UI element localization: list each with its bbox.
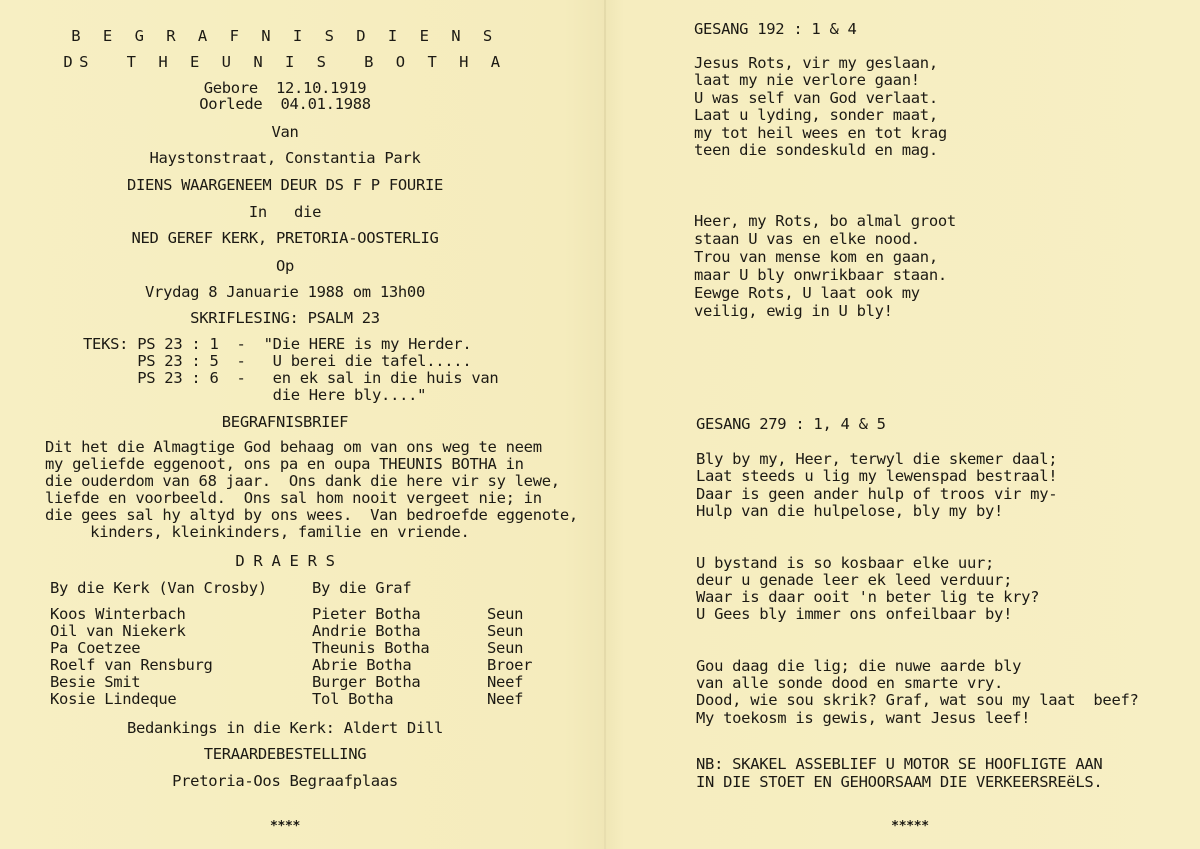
bearer-relation: Neef (487, 673, 524, 691)
text-line: TEKS: PS 23 : 1 - "Die HERE is my Herder. (83, 335, 472, 353)
scripture-reading: SKRIFLESING: PSALM 23 (190, 309, 380, 327)
letter-line: kinders, kleinkinders, familie en vriende. (45, 523, 470, 541)
on-label: Op (275, 257, 295, 275)
right-page (610, 0, 1200, 849)
hymn-line: U bystand is so kosbaar elke uur; (696, 554, 995, 572)
deceased-name: DS T H E U N I S B O T H A (63, 53, 507, 71)
bearer-relation: Neef (487, 690, 524, 708)
service-datetime: Vrydag 8 Januarie 1988 om 13h00 (145, 283, 425, 301)
hymn-line: U Gees bly immer ons onfeilbaar by! (696, 605, 1013, 623)
letter-heading: BEGRAFNISBRIEF (221, 413, 349, 431)
burial-heading: TERAARDEBESTELLING (203, 745, 367, 763)
hymn-line: van alle sonde dood en smarte vry. (696, 674, 1004, 692)
hymn-line: laat my nie verlore gaan! (694, 71, 920, 89)
in-label: In die (248, 203, 322, 221)
hymn-line: Trou van mense kom en gaan, (694, 248, 938, 266)
bearer-grave: Abrie Botha (312, 656, 412, 674)
thanks-line: Bedankings in die Kerk: Aldert Dill (126, 719, 444, 737)
bearer-relation: Seun (487, 622, 524, 640)
letter-line: liefde en voorbeeld. Ons sal hom nooit vergeet nie; in (45, 489, 542, 507)
letter-line: my geliefde eggenoot, ons pa en oupa THEUNIS BOTHA in (45, 455, 524, 473)
hymn-line: veilig, ewig in U bly! (694, 302, 893, 320)
hymn-line: staan U vas en elke nood. (694, 230, 920, 248)
hymn-279-heading: GESANG 279 : 1, 4 & 5 (696, 415, 886, 433)
program-title: B E G R A F N I S D I E N S (71, 27, 499, 45)
hymn-line: Hulp van die hulpelose, bly my by! (696, 502, 1004, 520)
bearers-church-heading: By die Kerk (Van Crosby) (50, 579, 267, 597)
officiant: DIENS WAARGENEEM DEUR DS F P FOURIE (126, 176, 444, 194)
hymn-line: Dood, wie sou skrik? Graf, wat sou my laat beef? (696, 691, 1139, 709)
text-line: PS 23 : 5 - U berei die tafel..... (83, 352, 472, 370)
bearer-church: Oil van Niekerk (50, 622, 186, 640)
hymn-line: My toekosm is gewis, want Jesus leef! (696, 709, 1031, 727)
bearer-relation: Seun (487, 639, 524, 657)
death-date: Oorlede 04.01.1988 (199, 95, 371, 113)
bearer-grave: Pieter Botha (312, 605, 421, 623)
bearer-grave: Burger Botha (312, 673, 421, 691)
bearer-church: Roelf van Rensburg (50, 656, 213, 674)
hymn-line: Gou daag die lig; die nuwe aarde bly (696, 657, 1022, 675)
letter-line: die ouderdom van 68 jaar. Ons dank die here vir sy lewe, (45, 472, 560, 490)
hymn-line: Daar is geen ander hulp of troos vir my- (696, 485, 1058, 503)
hymn-line: my tot heil wees en tot krag (694, 124, 947, 142)
notice-line: IN DIE STOET EN GEHOORSAAM DIE VERKEERSREëLS. (696, 773, 1103, 791)
bearer-relation: Seun (487, 605, 524, 623)
hymn-192-heading: GESANG 192 : 1 & 4 (694, 20, 857, 38)
hymn-line: Bly by my, Heer, terwyl die skemer daal; (696, 450, 1058, 468)
bearers-heading: D R A E R S (235, 552, 335, 570)
bearer-grave: Tol Botha (312, 690, 394, 708)
bearer-church: Koos Winterbach (50, 605, 186, 623)
hymn-line: Waar is daar ooit 'n beter lig te kry? (696, 588, 1040, 606)
from-label: Van (271, 123, 299, 141)
bearer-church: Kosie Lindeque (50, 690, 177, 708)
birth-date: Gebore 12.10.1919 (203, 79, 367, 97)
hymn-line: Heer, my Rots, bo almal groot (694, 212, 956, 230)
hymn-line: Laat u lyding, sonder maat, (694, 106, 938, 124)
bearer-church: Pa Coetzee (50, 639, 141, 657)
church: NED GEREF KERK, PRETORIA-OOSTERLIG (131, 229, 439, 247)
address: Haystonstraat, Constantia Park (149, 149, 421, 167)
bearer-relation: Broer (487, 656, 533, 674)
hymn-line: Jesus Rots, vir my geslaan, (694, 54, 938, 72)
cemetery: Pretoria-Oos Begraafplaas (172, 772, 398, 790)
notice-line: NB: SKAKEL ASSEBLIEF U MOTOR SE HOOFLIGTE AAN (696, 755, 1103, 773)
end-mark: **** (269, 819, 301, 834)
bearers-grave-heading: By die Graf (312, 579, 412, 597)
hymn-line: Eewge Rots, U laat ook my (694, 284, 920, 302)
hymn-line: maar U bly onwrikbaar staan. (694, 266, 947, 284)
bearer-church: Besie Smit (50, 673, 141, 691)
page-fold (604, 0, 606, 849)
hymn-line: Laat steeds u lig my lewenspad bestraal! (696, 467, 1058, 485)
bearer-grave: Andrie Botha (312, 622, 421, 640)
letter-line: die gees sal hy altyd by ons wees. Van bedroefde eggenote, (45, 506, 578, 524)
hymn-line: U was self van God verlaat. (694, 89, 938, 107)
hymn-line: deur u genade leer ek leed verduur; (696, 571, 1013, 589)
text-line: PS 23 : 6 - en ek sal in die huis van (83, 369, 499, 387)
bearer-grave: Theunis Botha (312, 639, 430, 657)
end-mark: ***** (891, 819, 929, 834)
text-line: die Here bly...." (83, 386, 427, 404)
letter-line: Dit het die Almagtige God behaag om van ons weg te neem (45, 438, 542, 456)
hymn-line: teen die sondeskuld en mag. (694, 141, 938, 159)
